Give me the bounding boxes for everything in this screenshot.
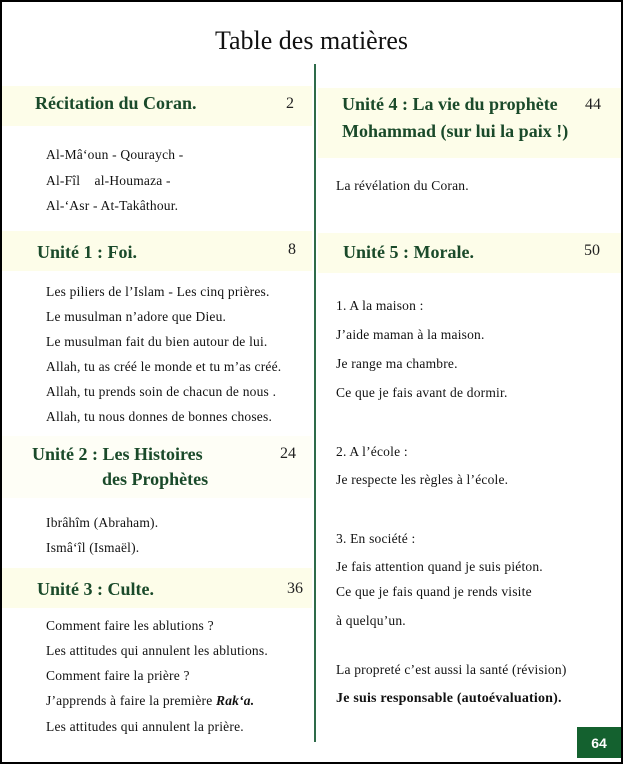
toc-item[interactable]: La révélation du Coran. (336, 178, 469, 193)
section-heading-unite-5[interactable]: Unité 5 : Morale. (343, 242, 474, 262)
toc-item[interactable]: Al-Mâ‘oun - Qouraych - (46, 147, 184, 162)
toc-item[interactable]: Le musulman fait du bien autour de lui. (46, 334, 268, 349)
toc-item[interactable] (46, 693, 254, 709)
toc-subheading[interactable]: 2. A l’école : (336, 444, 408, 459)
section-page-number: 44 (585, 96, 601, 113)
section-page-number: 2 (286, 95, 294, 112)
section-heading-unite-2[interactable]: Unité 2 : Les Histoires (32, 444, 203, 464)
section-page-number: 8 (288, 241, 296, 258)
toc-item[interactable]: Les attitudes qui annulent la prière. (46, 719, 244, 734)
section-page-number: 50 (584, 242, 600, 259)
toc-item[interactable]: Je suis responsable (autoévaluation). (336, 691, 562, 706)
toc-item[interactable]: Je respecte les règles à l’école. (336, 472, 509, 487)
toc-item[interactable]: Je fais attention quand je suis piéton. (336, 559, 543, 574)
toc-item[interactable]: Al-Fîl al-Houmaza - (46, 173, 171, 188)
toc-item[interactable]: La propreté c’est aussi la santé (révision) (336, 662, 567, 677)
toc-item[interactable]: Le musulman n’adore que Dieu. (46, 309, 227, 324)
page-number-badge: 64 (577, 727, 621, 758)
toc-item[interactable]: Ce que je fais quand je rends visite (336, 584, 532, 599)
toc-item[interactable]: Comment faire les ablutions ? (46, 618, 214, 633)
toc-item[interactable]: Ibrâhîm (Abraham). (46, 515, 159, 530)
toc-item[interactable]: Je range ma chambre. (336, 356, 458, 371)
toc-subheading[interactable]: 3. En société : (336, 531, 416, 546)
toc-item[interactable]: J’aide maman à la maison. (336, 327, 485, 342)
section-heading-unite-4[interactable]: Unité 4 : La vie du prophète (342, 94, 558, 114)
emphasis-term: Rak‘a. (216, 693, 255, 708)
section-page-number: 24 (280, 445, 296, 462)
toc-item-text: J’apprends à faire la première (46, 693, 216, 708)
section-heading-unite-3[interactable]: Unité 3 : Culte. (37, 579, 154, 599)
page-title: Table des matières (214, 26, 409, 55)
toc-item[interactable]: Les piliers de l’Islam - Les cinq prières. (46, 284, 270, 299)
section-heading-unite-1[interactable]: Unité 1 : Foi. (37, 242, 137, 262)
toc-item[interactable]: Allah, tu nous donnes de bonnes choses. (46, 409, 273, 424)
toc-subheading[interactable]: 1. A la maison : (336, 298, 424, 313)
section-heading-unite-4-line2[interactable]: Mohammad (sur lui la paix !) (342, 121, 569, 141)
section-heading-recitation[interactable]: Récitation du Coran. (35, 93, 197, 113)
toc-item[interactable]: Allah, tu as créé le monde et tu m’as créé. (46, 359, 282, 374)
toc-item[interactable]: Allah, tu prends soin de chacun de nous . (46, 384, 277, 399)
toc-item[interactable]: Ce que je fais avant de dormir. (336, 385, 508, 400)
toc-item[interactable]: Al-‘Asr - At-Takâthour. (46, 198, 179, 213)
toc-item[interactable]: Les attitudes qui annulent les ablutions. (46, 643, 268, 658)
toc-item[interactable]: Comment faire la prière ? (46, 668, 190, 683)
toc-item[interactable]: à quelqu’un. (336, 613, 406, 628)
section-heading-unite-2-line2[interactable]: des Prophètes (102, 469, 209, 489)
section-page-number: 36 (287, 580, 303, 597)
toc-item[interactable]: Ismâ‘îl (Ismaël). (46, 540, 140, 555)
column-divider (314, 64, 316, 742)
